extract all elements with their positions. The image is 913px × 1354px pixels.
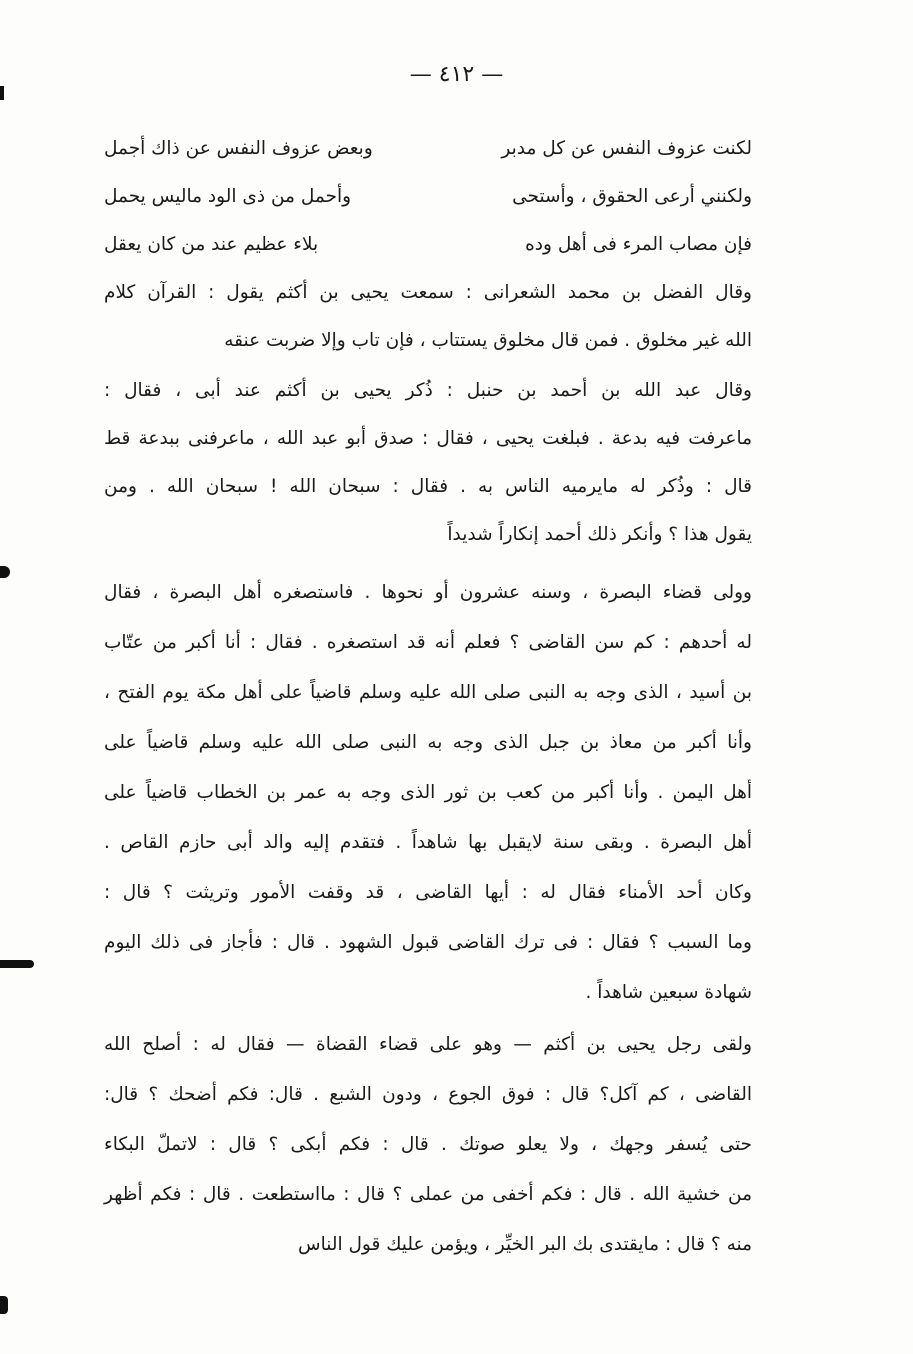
verse-line	[104, 186, 752, 226]
text-line: حتى يُسفر وجهك ، ولا يعلو صوتك . قال : فكم أبكى ؟ قال : لاتملّ البكاء	[104, 1134, 752, 1155]
text-line: وما السبب ؟ فقال : فى ترك القاضى قبول الشهود . قال : فأجاز فى ذلك اليوم	[104, 932, 752, 953]
text-line: من خشية الله . قال : فكم أخفى من عملى ؟ قال : مااستطعت . قال : فكم أظهر	[104, 1184, 752, 1205]
verse-line	[104, 234, 752, 274]
text-line: وكان أحد الأمناء فقال له : أيها القاضى ، قد وقفت الأمور وتريثت ؟ قال :	[104, 882, 752, 903]
text-line: منه ؟ قال : مايقتدى بك البر الخيِّر ، ويؤمن عليك قول الناس	[298, 1234, 752, 1255]
verse-second-hemistich: وبعض عزوف النفس عن ذاك أجمل	[104, 138, 373, 159]
verse-first-hemistich: لكنت عزوف النفس عن كل مدبر	[501, 138, 752, 159]
verse-line	[104, 138, 752, 178]
scan-edge-mark	[0, 566, 10, 578]
text-line: الله غير مخلوق . فمن قال مخلوق يستتاب ، فإن تاب وإلا ضربت عنقه	[224, 330, 752, 351]
text-line: وقال عبد الله بن أحمد بن حنبل : ذُكر يحيى بن أكثم عند أبى ، فقال :	[104, 380, 752, 401]
text-line: يقول هذا ؟ وأنكر ذلك أحمد إنكاراً شديداً	[447, 524, 752, 545]
scan-edge-mark	[0, 86, 4, 100]
verse-first-hemistich: ولكنني أرعى الحقوق ، وأستحى	[512, 186, 752, 207]
text-line: وقال الفضل بن محمد الشعرانى : سمعت يحيى بن أكثم يقول : القرآن كلام	[104, 282, 752, 303]
verse-second-hemistich: بلاء عظيم عند من كان يعقل	[104, 234, 319, 255]
scan-edge-mark	[0, 1296, 8, 1314]
page-number: — ٤١٢ —	[409, 62, 504, 87]
scan-edge-mark	[0, 960, 34, 968]
text-line: له أحدهم : كم سن القاضى ؟ فعلم أنه قد استصغره . فقال : أنا أكبر من عتّاب	[104, 632, 752, 653]
text-line: شهادة سبعين شاهداً .	[585, 982, 752, 1003]
text-line: وولى قضاء البصرة ، وسنه عشرون أو نحوها . فاستصغره أهل البصرة ، فقال	[104, 582, 752, 603]
text-line: أهل اليمن . وأنا أكبر من كعب بن ثور الذى وجه به عمر بن الخطاب قاضياً على	[104, 782, 752, 803]
text-line: ولقى رجل يحيى بن أكثم — وهو على قضاء القضاة — فقال له : أصلح الله	[104, 1034, 752, 1055]
text-line: القاضى ، كم آكل؟ قال : فوق الجوع ، ودون الشبع . قال: فكم أضحك ؟ قال:	[104, 1084, 752, 1105]
text-line: ماعرفت فيه بدعة . فبلغت يحيى ، فقال : صدق أبو عبد الله ، ماعرفنى ببدعة قط	[104, 428, 752, 449]
verse-first-hemistich: فإن مصاب المرء فى أهل وده	[525, 234, 752, 255]
text-line: قال : وذُكر له مايرميه الناس به . فقال : سبحان الله ! سبحان الله . ومن	[104, 476, 752, 497]
text-line: وأنا أكبر من معاذ بن جبل الذى وجه به النبى صلى الله عليه وسلم قاضياً على	[104, 732, 752, 753]
text-line: بن أسيد ، الذى وجه به النبى صلى الله عليه وسلم قاضياً على أهل مكة يوم الفتح ،	[104, 682, 752, 703]
text-line: أهل البصرة . وبقى سنة لايقبل بها شاهداً . فتقدم إليه والد أبى حازم القاص .	[104, 832, 752, 853]
verse-second-hemistich: وأحمل من ذى الود ماليس يحمل	[104, 186, 352, 207]
